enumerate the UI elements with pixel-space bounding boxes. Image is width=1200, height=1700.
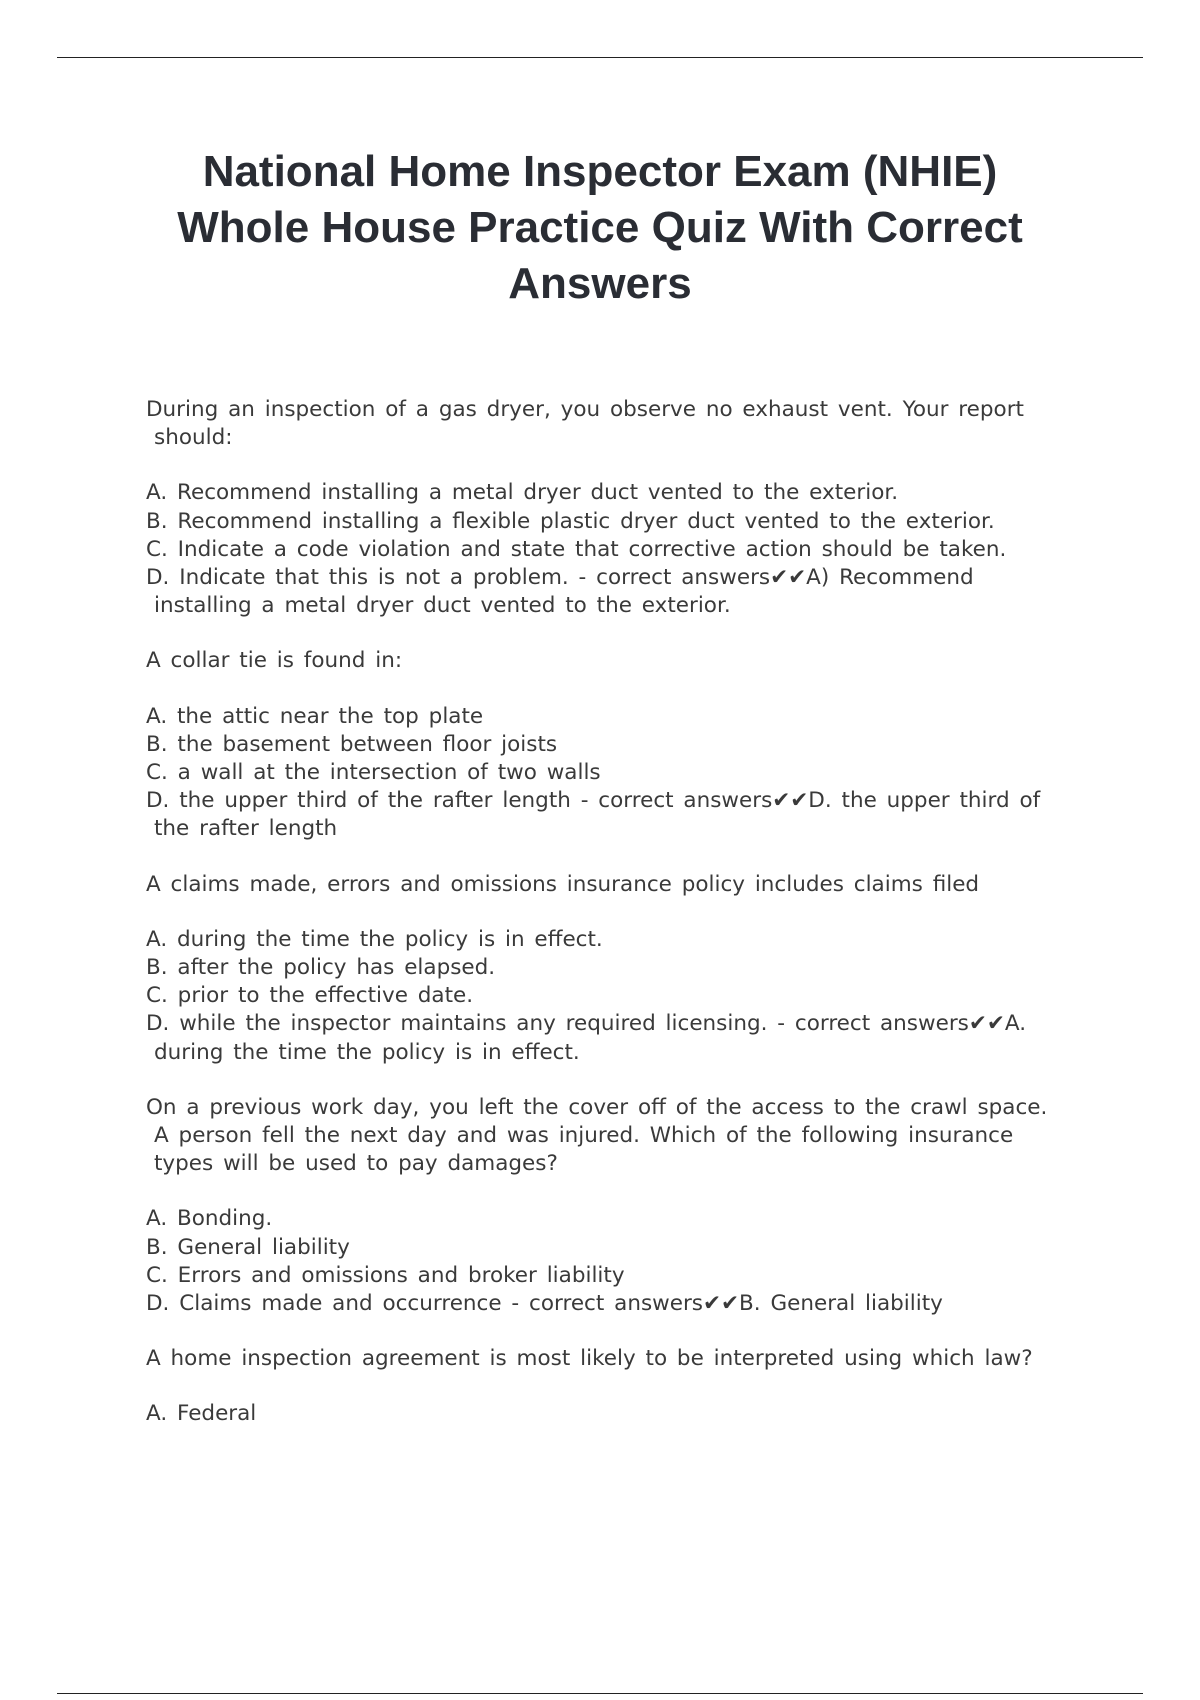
option-a: A. Federal xyxy=(146,1401,257,1427)
option-b: B. General liability xyxy=(146,1234,350,1260)
answer-continuation: the rafter length xyxy=(154,816,338,842)
bottom-rule xyxy=(57,1693,1143,1694)
option-d-with-answer: D. while the inspector maintains any required licensing. - correct answers✔✔A. xyxy=(146,1011,1027,1037)
question-block-2 xyxy=(146,647,1086,843)
option-b: B. Recommend installing a flexible plastic dryer duct vented to the exterior. xyxy=(146,508,995,534)
option-d-with-answer: D. Claims made and occurrence - correct answers✔✔B. General liability xyxy=(146,1291,943,1317)
question-block-5 xyxy=(146,1345,1086,1428)
title-line-2: Whole House Practice Quiz With Correct xyxy=(177,203,1023,252)
option-a: A. Bonding. xyxy=(146,1206,273,1232)
question-text: A claims made, errors and omissions insurance policy includes claims filed xyxy=(146,871,980,897)
question-text: A collar tie is found in: xyxy=(146,648,403,674)
top-rule xyxy=(57,57,1143,58)
answer-continuation: during the time the policy is in effect. xyxy=(154,1039,580,1065)
option-c: C. a wall at the intersection of two walls xyxy=(146,760,601,786)
question-block-1 xyxy=(146,396,1086,620)
option-a: A. the attic near the top plate xyxy=(146,703,484,729)
option-b: B. the basement between floor joists xyxy=(146,731,558,757)
question-block-4 xyxy=(146,1094,1086,1318)
option-a: A. during the time the policy is in effect. xyxy=(146,926,603,952)
option-c: C. prior to the effective date. xyxy=(146,983,474,1009)
question-text: On a previous work day, you left the cover off of the access to the crawl space. A person fell the next day and was injured. Which of the following insurance types will be used to pay damages? xyxy=(146,1094,1048,1177)
option-d-with-answer: D. Indicate that this is not a problem. - correct answers✔✔A) Recommend xyxy=(146,565,974,591)
quiz-body xyxy=(146,396,1086,1456)
answer-continuation: installing a metal dryer duct vented to the exterior. xyxy=(154,593,731,619)
option-c: C. Indicate a code violation and state that corrective action should be taken. xyxy=(146,536,1007,562)
option-c: C. Errors and omissions and broker liability xyxy=(146,1262,625,1288)
question-block-3 xyxy=(146,871,1086,1067)
option-d-with-answer: D. the upper third of the rafter length - correct answers✔✔D. the upper third of xyxy=(146,788,1041,814)
option-b: B. after the policy has elapsed. xyxy=(146,955,496,981)
document-title xyxy=(100,144,1100,312)
question-text: During an inspection of a gas dryer, you observe no exhaust vent. Your report should: xyxy=(146,397,1024,451)
question-text: A home inspection agreement is most likely to be interpreted using which law? xyxy=(146,1346,1033,1372)
option-a: A. Recommend installing a metal dryer duct vented to the exterior. xyxy=(146,480,899,506)
title-line-3: Answers xyxy=(508,259,692,308)
title-line-1: National Home Inspector Exam (NHIE) xyxy=(202,147,998,196)
